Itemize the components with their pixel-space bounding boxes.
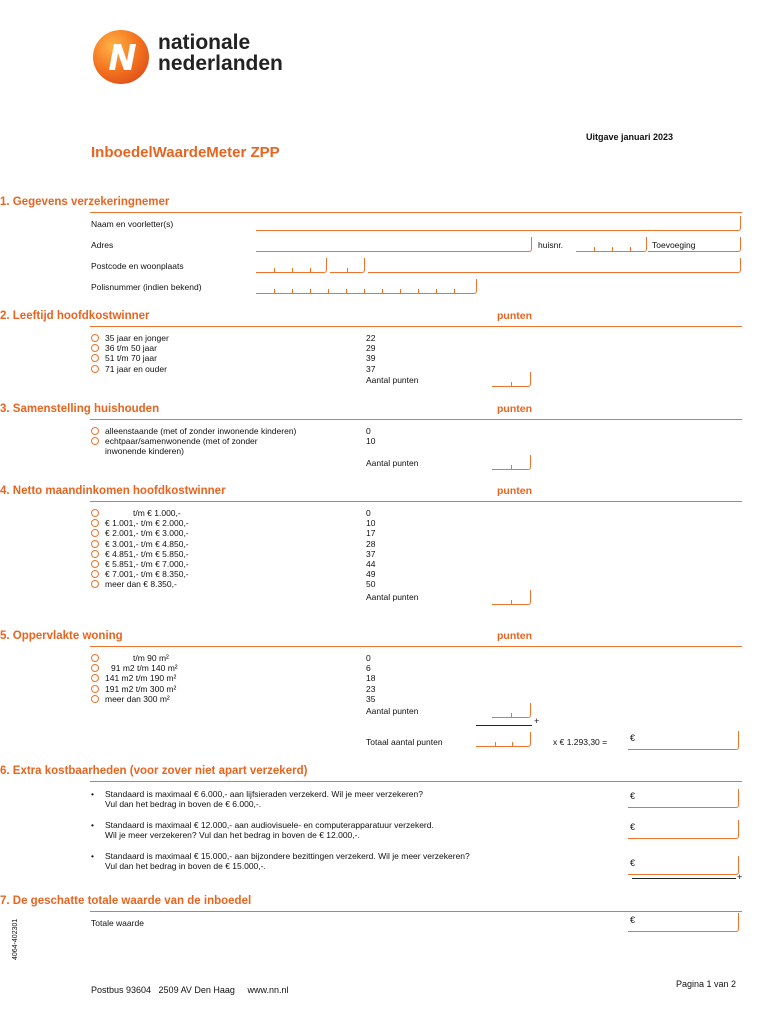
household-option[interactable]: echtpaar/samenwonende (met of zonder [91,436,296,446]
surface-points-field[interactable] [492,703,531,718]
sum-rule [632,878,736,879]
policy-label: Polisnummer (indien bekend) [91,282,202,292]
section-4-title: 4. Netto maandinkomen hoofdkostwinner [0,485,226,497]
section-2-title: 2. Leeftijd hoofdkostwinner [0,310,150,322]
surface-options [91,653,178,704]
radio-icon[interactable] [91,654,99,662]
household-points-field[interactable] [492,455,531,470]
section-5-title: 5. Oppervlakte woning [0,630,123,642]
radio-icon[interactable] [91,550,99,558]
surface-option[interactable]: 91 m2 t/m 140 m² [91,663,178,673]
section-5-points-header: punten [497,630,532,642]
radio-icon[interactable] [91,365,99,373]
income-option[interactable]: € 1.001,- t/m € 2.000,- [91,518,189,528]
income-total-label: Aantal punten [366,592,419,602]
brand-line1: nationale [158,31,251,54]
total-value-label: Totale waarde [91,918,144,928]
radio-icon[interactable] [91,540,99,548]
surface-option[interactable]: meer dan 300 m² [91,694,178,704]
name-field[interactable] [256,216,741,231]
sum-plus: + [534,716,540,726]
multiplier-label: x € 1.293,30 = [553,737,608,747]
jewelry-value-field[interactable]: € [628,789,739,808]
section-4-points-header: punten [497,485,532,497]
section-1-title: 1. Gegevens verzekeringnemer [0,196,170,208]
radio-icon[interactable] [91,664,99,672]
address-field[interactable] [256,237,532,252]
income-option[interactable]: meer dan € 8.350,- [91,579,189,589]
extra-item: • Standaard is maximaal € 15.000,- aan bijzondere bezittingen verzekerd. Wil je meer verzekeren? Vul dan het bedrag in boven de € 15.000,-. [91,851,591,871]
section-6-rule [90,781,742,782]
extra-item: • Standaard is maximaal € 6.000,- aan lijfsieraden verzekerd. Wil je meer verzekeren? Vul dan het bedrag in boven de € 6.000,-. [91,789,591,809]
postcode-label: Postcode en woonplaats [91,261,184,271]
section-7-title: 7. De geschatte totale waarde van de inboedel [0,895,252,907]
age-option[interactable]: 51 t/m 70 jaar [91,353,169,363]
radio-icon[interactable] [91,560,99,568]
household-total-label: Aantal punten [366,458,419,468]
income-option[interactable]: € 4.851,- t/m € 5.850,- [91,549,189,559]
radio-icon[interactable] [91,437,99,445]
income-options [91,508,189,590]
radio-icon[interactable] [91,509,99,517]
extra-item: • Standaard is maximaal € 12.000,- aan audiovisuele- en computerapparatuur verzekerd. Wil je meer verzekeren? Vul dan het bedrag in boven de € 12.000,-. [91,820,591,840]
radio-icon[interactable] [91,685,99,693]
household-points: 0 10 [366,426,376,447]
radio-icon[interactable] [91,674,99,682]
addition-field[interactable] [648,237,741,252]
income-option[interactable]: € 5.851,- t/m € 7.000,- [91,559,189,569]
age-points-field[interactable] [492,372,531,387]
section-5-rule [90,646,742,647]
age-options [91,333,169,374]
section-3-points-header: punten [497,403,532,415]
surface-option[interactable]: 141 m2 t/m 190 m² [91,673,178,683]
footer-address: Postbus 93604 2509 AV Den Haag www.nn.nl [91,985,289,995]
total-value-field[interactable]: € [628,913,739,932]
address-label: Adres [91,240,114,250]
total-points-label: Totaal aantal punten [366,737,443,747]
section-1-rule [90,212,742,213]
radio-icon[interactable] [91,344,99,352]
radio-icon[interactable] [91,427,99,435]
surface-total-label: Aantal punten [366,706,419,716]
income-option[interactable]: € 2.001,- t/m € 3.000,- [91,528,189,538]
edition: Uitgave januari 2023 [586,132,674,142]
brand-line2: nederlanden [158,52,283,75]
postcode-digits-field[interactable] [256,258,327,273]
surface-option[interactable]: 191 m2 t/m 300 m² [91,684,178,694]
age-option[interactable]: 35 jaar en jonger [91,333,169,343]
age-points: 22 29 39 37 [366,333,376,374]
income-points: 0 10 17 28 37 44 49 50 [366,508,376,590]
radio-icon[interactable] [91,580,99,588]
income-points-field[interactable] [492,590,531,605]
income-option[interactable]: t/m € 1.000,- [91,508,189,518]
surface-points: 0 6 18 23 35 [366,653,376,704]
city-field[interactable] [368,258,741,273]
special-possessions-value-field[interactable]: € [628,856,739,875]
name-label: Naam en voorletter(s) [91,219,174,229]
section-3-rule [90,419,742,420]
policy-field[interactable] [256,279,477,294]
age-option[interactable]: 71 jaar en ouder [91,364,169,374]
nn-logo [92,28,292,86]
income-option[interactable]: € 7.001,- t/m € 8.350,- [91,569,189,579]
total-points-field[interactable] [476,732,531,747]
section-7-rule [90,911,742,912]
nn-logo-icon [92,28,150,86]
income-option[interactable]: € 3.001,- t/m € 4.850,- [91,539,189,549]
footer-code: 4064-402301 [12,918,19,960]
household-options: alleenstaande (met of zonder inwonende kinderen) echtpaar/samenwonende (met of zonder inwonende kinderen) [91,426,296,457]
section-4-rule [90,501,742,502]
sum-rule [476,725,532,726]
section-2-points-header: punten [497,310,532,322]
radio-icon[interactable] [91,570,99,578]
page-title: InboedelWaardeMeter ZPP [91,144,280,161]
household-option[interactable]: alleenstaande (met of zonder inwonende kinderen) [91,426,296,436]
housenr-label: huisnr. [538,240,564,250]
postcode-letters-field[interactable] [330,258,365,273]
housenr-field[interactable] [576,237,647,252]
section-3-title: 3. Samenstelling huishouden [0,403,160,415]
radio-icon[interactable] [91,354,99,362]
section-2-rule [90,326,742,327]
age-option[interactable]: 36 t/m 50 jaar [91,343,169,353]
surface-option[interactable]: t/m 90 m² [91,653,178,663]
section-6-title: 6. Extra kostbaarheden (voor zover niet apart verzekerd) [0,765,308,777]
base-value-field[interactable]: € [628,731,739,750]
audiovisual-value-field[interactable]: € [628,820,739,839]
footer-page: Pagina 1 van 2 [676,979,737,989]
age-total-label: Aantal punten [366,375,419,385]
radio-icon[interactable] [91,519,99,527]
radio-icon[interactable] [91,334,99,342]
radio-icon[interactable] [91,695,99,703]
sum-plus: + [737,872,743,882]
addition-label: Toevoeging [652,240,696,250]
radio-icon[interactable] [91,529,99,537]
